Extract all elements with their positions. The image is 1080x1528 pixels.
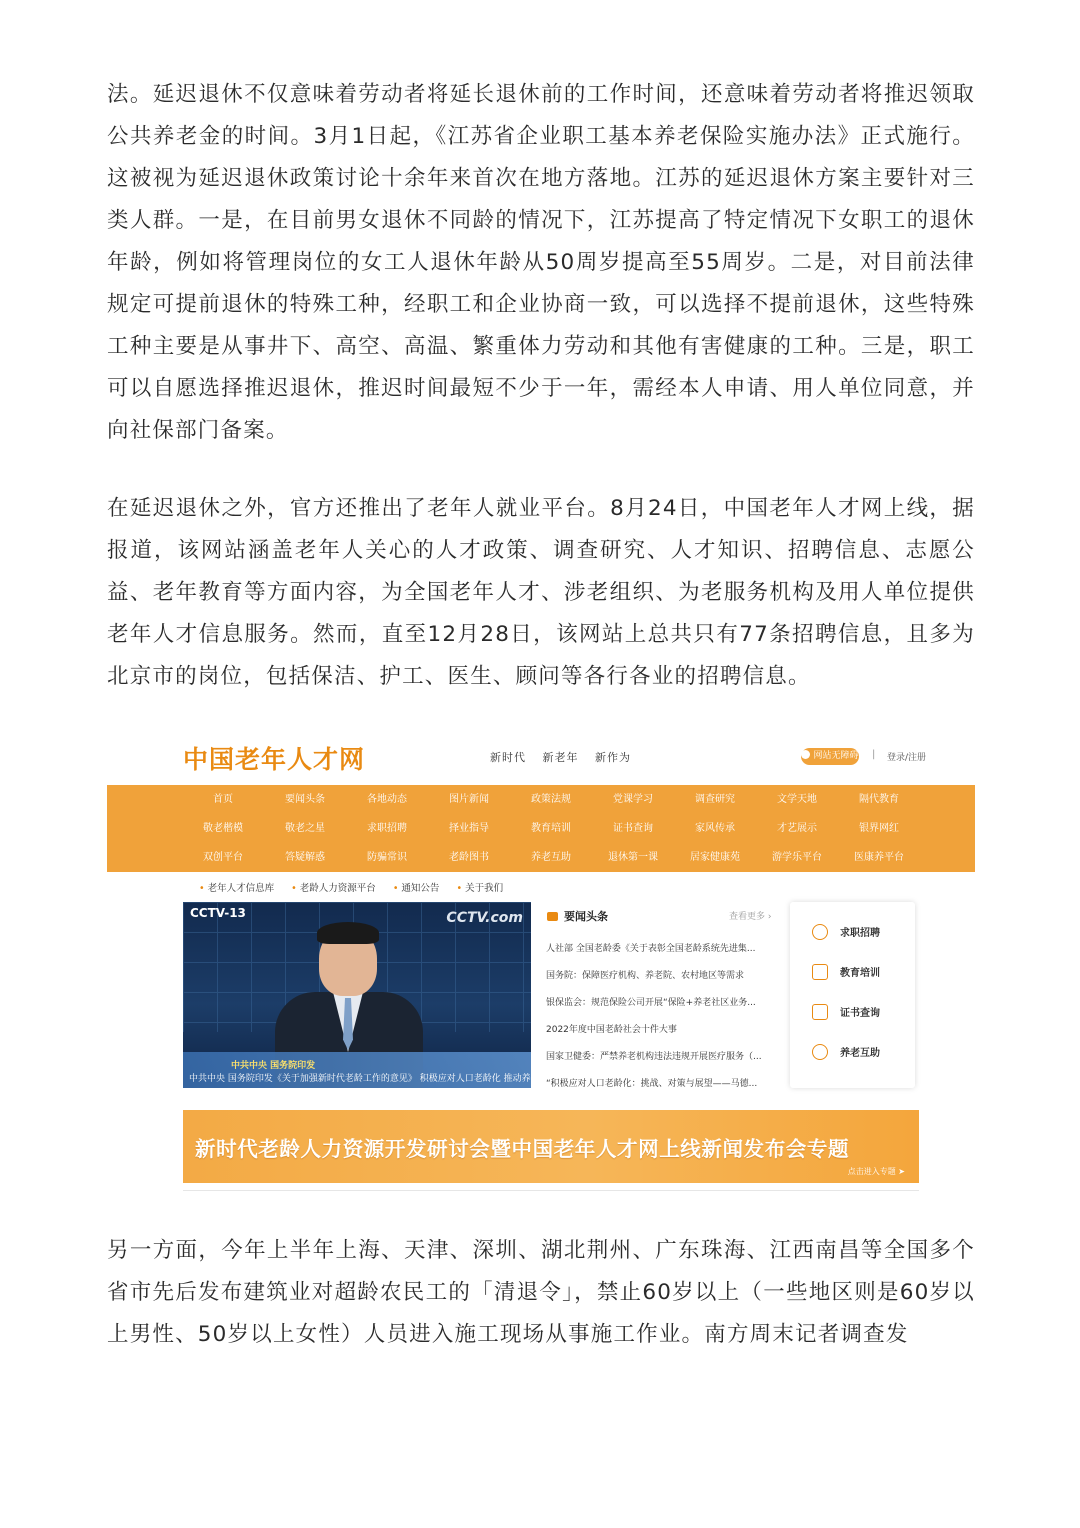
barrier-free-label: 网站无障碍 xyxy=(813,751,859,761)
nav-item[interactable]: 隔代教育 xyxy=(859,794,899,805)
quick-link-label: 证书查询 xyxy=(840,1008,880,1019)
site-logo[interactable]: 中国老年人才网 xyxy=(183,745,366,774)
nav-row xyxy=(179,814,939,843)
quick-link-label: 求职招聘 xyxy=(840,928,880,939)
site-header xyxy=(107,730,975,785)
headline-news-panel xyxy=(543,902,788,1092)
banner-enter-link[interactable]: 点击进入专题 ➤ xyxy=(847,1167,905,1176)
nav-item[interactable]: 敬老楷模 xyxy=(203,823,243,834)
accessibility-icon xyxy=(801,750,810,759)
quick-link-label: 教育培训 xyxy=(840,968,880,979)
person-icon xyxy=(812,924,828,940)
subnav-link[interactable]: • 老年人才信息库 xyxy=(199,883,274,894)
news-list xyxy=(546,936,786,1098)
id-card-icon xyxy=(812,964,828,980)
nav-item[interactable]: 调查研究 xyxy=(695,794,735,805)
nav-row xyxy=(179,785,939,814)
nav-item[interactable]: 敬老之星 xyxy=(285,823,325,834)
quick-links-panel xyxy=(790,902,915,1088)
special-topic-banner[interactable] xyxy=(183,1110,919,1183)
nav-item[interactable]: 居家健康苑 xyxy=(690,852,740,863)
nav-item[interactable]: 银界网红 xyxy=(859,823,899,834)
sub-nav xyxy=(199,880,517,894)
site-screenshot xyxy=(107,730,975,1200)
nav-item[interactable]: 求职招聘 xyxy=(367,823,407,834)
main-nav xyxy=(107,785,975,872)
subnav-link[interactable]: • 通知公告 xyxy=(393,883,440,894)
subnav-link[interactable]: • 老龄人力资源平台 xyxy=(291,883,376,894)
video-ticker-text: 中共中央 国务院印发《关于加强新时代老龄工作的意见》 积极应对人口老龄化 推动养老事业和养老产业协同发展 xyxy=(189,1074,639,1084)
news-panel-title xyxy=(547,908,608,924)
nav-item[interactable]: 老龄图书 xyxy=(449,852,489,863)
header-separator: | xyxy=(872,749,876,760)
barrier-free-button[interactable] xyxy=(801,748,859,765)
quick-link-job[interactable] xyxy=(812,924,880,944)
subnav-link[interactable]: • 关于我们 xyxy=(456,883,503,894)
news-panel-title-label: 要闻头条 xyxy=(564,910,608,923)
anchor-figure xyxy=(317,922,379,944)
slogan-part: 新老年 xyxy=(542,751,579,764)
divider xyxy=(183,1190,919,1191)
certificate-search-icon xyxy=(812,1004,828,1020)
video-ticker-title: 中共中央 国务院印发 xyxy=(231,1061,316,1071)
site-slogan xyxy=(490,749,643,765)
nav-item[interactable]: 党课学习 xyxy=(613,794,653,805)
news-item[interactable]: 国务院：保障医疗机构、养老院、农村地区等需求 xyxy=(546,971,745,981)
banner-title: 新时代老龄人力资源开发研讨会暨中国老年人才网上线新闻发布会专题 xyxy=(195,1137,850,1161)
nav-item[interactable]: 才艺展示 xyxy=(777,823,817,834)
news-more-link[interactable]: 查看更多 › xyxy=(729,912,772,922)
nav-item[interactable]: 双创平台 xyxy=(203,852,243,863)
channel-logo-right: CCTV.com xyxy=(446,910,523,926)
nav-item[interactable]: 医康养平台 xyxy=(854,852,904,863)
nav-item[interactable]: 防骗常识 xyxy=(367,852,407,863)
nav-item[interactable]: 首页 xyxy=(213,794,233,805)
news-item[interactable]: 国家卫健委：严禁养老机构违法违规开展医疗服务（... xyxy=(546,1052,762,1062)
quick-link-education[interactable] xyxy=(812,964,880,984)
nav-row xyxy=(179,843,939,872)
quick-link-label: 养老互助 xyxy=(840,1048,880,1059)
nav-item[interactable]: 养老互助 xyxy=(531,852,571,863)
article-paragraph-1: 法。延迟退休不仅意味着劳动者将延长退休前的工作时间，还意味着劳动者将推迟领取公共养老金的时间。3月1日起，《江苏省企业职工基本养老保险实施办法》正式施行。这被视为延迟退休政策讨论十余年来首次在地方落地。江苏的延迟退休方案主要针对三类人群。一是，在目前男女退休不同龄的情况下，江苏提高了特定情况下女职工的退休年龄，例如将管理岗位的女工人退休年龄从50周岁提高至55周岁。二是，对目前法律规定可提前退休的特殊工种，经职工和企业协商一致，可以选择不提前退休，这些特殊工种主要是从事井下、高空、高温、繁重体力劳动和其他有害健康的工种。三是，职工可以自愿选择推迟退休，推迟时间最短不少于一年，需经本人申请、用人单位同意，并向社保部门备案。 xyxy=(107,82,975,443)
nav-item[interactable]: 文学天地 xyxy=(777,794,817,805)
nav-item[interactable]: 图片新闻 xyxy=(449,794,489,805)
quick-link-certificate[interactable] xyxy=(812,1004,880,1024)
slogan-part: 新作为 xyxy=(595,751,631,764)
nav-item[interactable]: 政策法规 xyxy=(531,794,571,805)
news-icon xyxy=(547,912,558,921)
nav-item[interactable]: 教育培训 xyxy=(531,823,571,834)
clock-icon xyxy=(812,1044,828,1060)
nav-item[interactable]: 家风传承 xyxy=(695,823,735,834)
news-item[interactable]: 人社部 全国老龄委《关于表彰全国老龄系统先进集... xyxy=(546,944,756,954)
news-item[interactable]: 银保监会：规范保险公司开展“保险+养老社区业务... xyxy=(546,998,756,1008)
login-link[interactable]: 登录/注册 xyxy=(887,753,927,763)
nav-item[interactable]: 各地动态 xyxy=(367,794,407,805)
nav-item[interactable]: 择业指导 xyxy=(449,823,489,834)
quick-link-mutual-aid[interactable] xyxy=(812,1044,880,1064)
channel-logo-left: CCTV-13 xyxy=(190,906,246,920)
nav-item[interactable]: 证书查询 xyxy=(613,823,653,834)
news-item[interactable]: “积极应对人口老龄化：挑战、对策与展望——马德... xyxy=(546,1079,758,1089)
article-paragraph-2: 在延迟退休之外，官方还推出了老年人就业平台。8月24日，中国老年人才网上线，据报道，该网站涵盖老年人关心的人才政策、调查研究、人才知识、招聘信息、志愿公益、老年教育等方面内容，为全国老年人才、涉老组织、为老服务机构及用人单位提供老年人才信息服务。然而，直至12月28日，该网站上总共只有77条招聘信息，且多为北京市的岗位，包括保洁、护工、医生、顾问等各行各业的招聘信息。 xyxy=(107,496,975,689)
nav-item[interactable]: 答疑解惑 xyxy=(285,852,325,863)
slogan-part: 新时代 xyxy=(490,751,526,764)
nav-item[interactable]: 要闻头条 xyxy=(285,794,325,805)
nav-item[interactable]: 游学乐平台 xyxy=(772,852,822,863)
article-paragraph-3: 另一方面，今年上半年上海、天津、深圳、湖北荆州、广东珠海、江西南昌等全国多个省市先后发布建筑业对超龄农民工的「清退令」，禁止60岁以上（一些地区则是60岁以上男性、50岁以上女性）人员进入施工现场从事施工作业。南方周末记者调查发 xyxy=(107,1238,975,1347)
nav-item[interactable]: 退休第一课 xyxy=(608,852,658,863)
news-item[interactable]: 2022年度中国老龄社会十件大事 xyxy=(546,1025,677,1035)
